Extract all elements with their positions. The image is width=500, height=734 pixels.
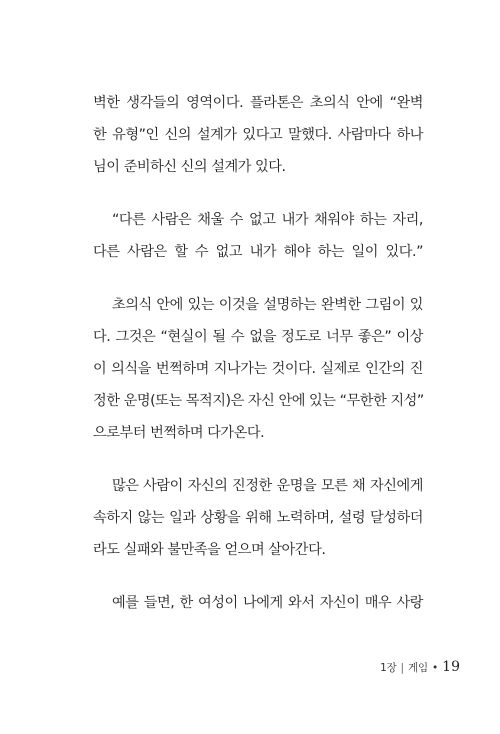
- paragraph-4-line-1: 많은 사람이 자신의 진정한 운명을 모른 채 자신에게: [112, 478, 423, 494]
- paragraph-3-line-5: 으로부터 번쩍하며 다가온다.: [93, 425, 265, 441]
- page-number: 19: [442, 659, 460, 675]
- paragraph-3-line-4: 정한 운명(또는 목적지)은 자신 안에 있는 “무한한 지성”: [93, 393, 424, 409]
- footer-chapter: 1장: [380, 662, 397, 674]
- running-footer: [340, 659, 460, 681]
- paragraph-2-line-2: 다른 사람은 할 수 없고 내가 해야 하는 일이 있다.”: [93, 244, 423, 260]
- footer-dot: •: [431, 662, 439, 674]
- paragraph-1-line-2: 한 유형”인 신의 설계가 있다고 말했다. 사람마다 하나: [93, 127, 423, 143]
- paragraph-3-line-2: 다. 그것은 “현실이 될 수 없을 정도로 너무 좋은” 이상: [93, 329, 423, 345]
- paragraph-4-line-2: 속하지 않는 일과 상황을 위해 노력하며, 설령 달성하더: [93, 510, 423, 526]
- paragraph-2-line-1: “다른 사람은 채울 수 없고 내가 채워야 하는 자리,: [112, 212, 423, 228]
- footer-separator: |: [400, 662, 405, 674]
- paragraph-5-line-1: 예를 들면, 한 여성이 나에게 와서 자신이 매우 사랑: [112, 595, 423, 611]
- footer-section-title: 게임: [408, 662, 428, 674]
- paragraph-1-line-3: 님이 준비하신 신의 설계가 있다.: [93, 159, 286, 175]
- paragraph-4-line-3: 라도 실패와 불만족을 얻으며 살아간다.: [93, 542, 326, 558]
- paragraph-1-line-1: 벽한 생각들의 영역이다. 플라톤은 초의식 안에 “완벽: [93, 95, 423, 111]
- paragraph-3-line-3: 이 의식을 번쩍하며 지나가는 것이다. 실제로 인간의 진: [93, 361, 423, 377]
- paragraph-3-line-1: 초의식 안에 있는 이것을 설명하는 완벽한 그림이 있: [112, 297, 423, 313]
